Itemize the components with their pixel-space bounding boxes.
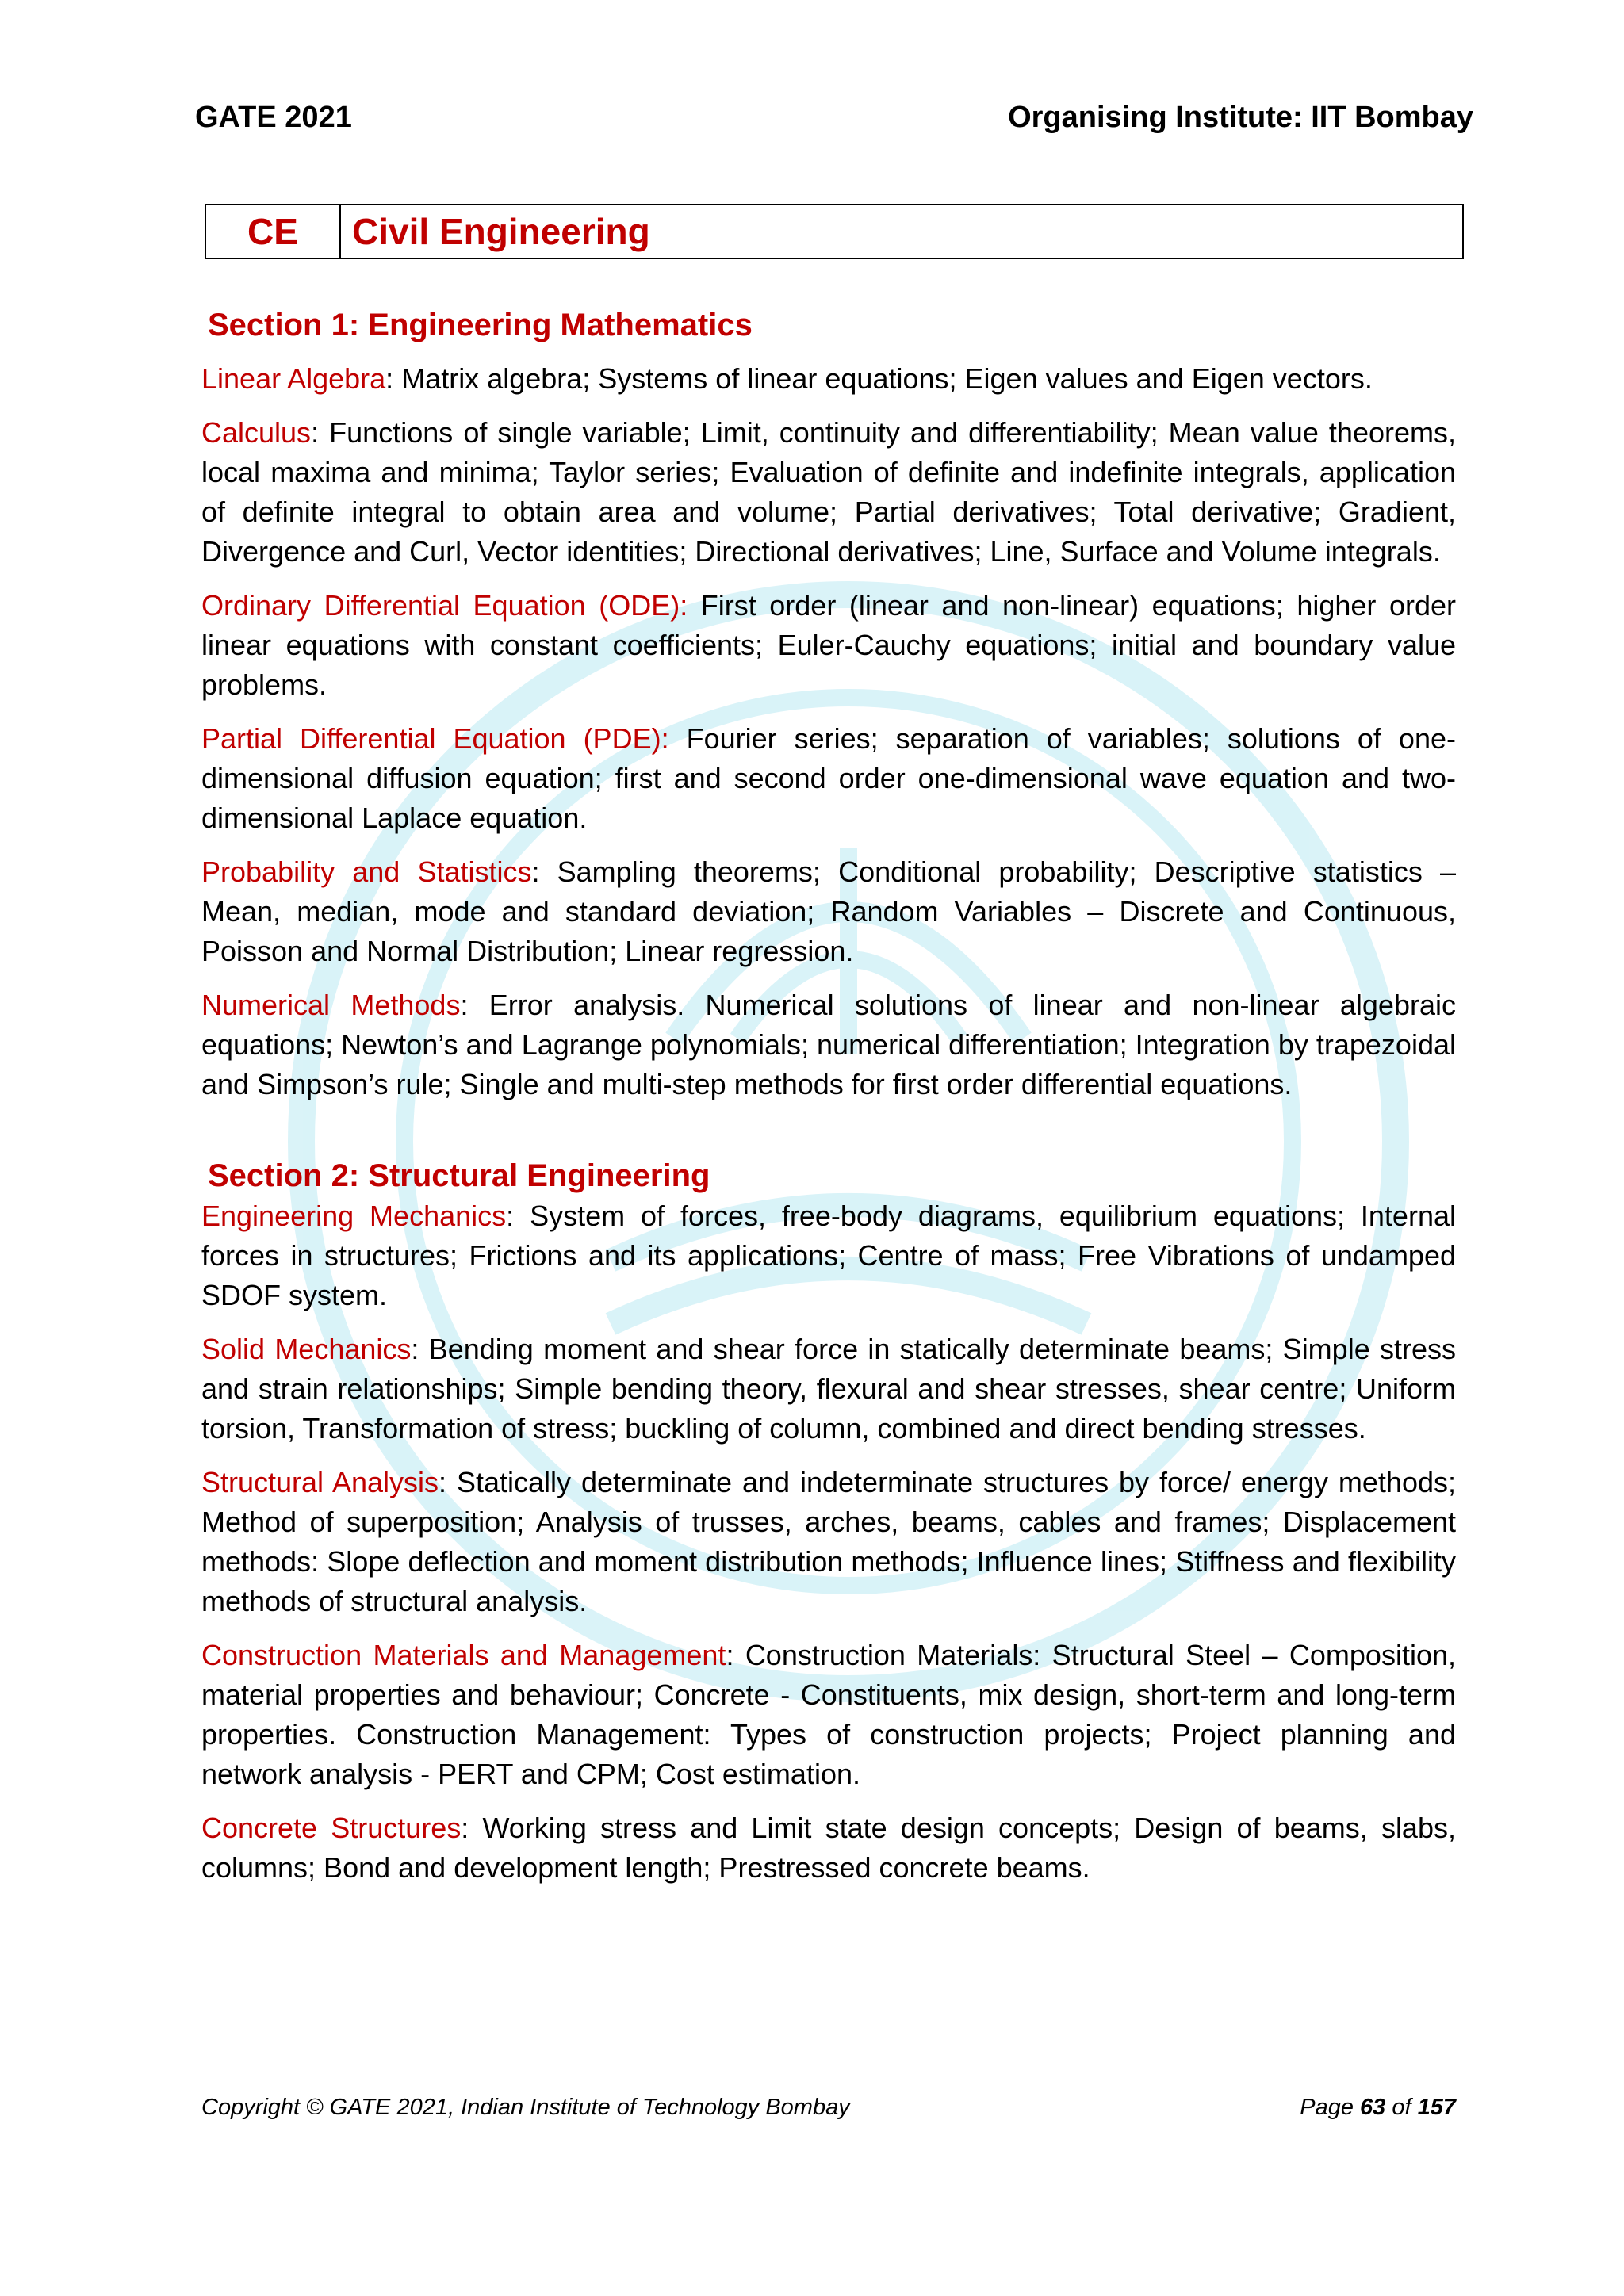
topic-text: Bending moment and shear force in statically determinate beams; Simple stress and strain relationships; Simple bending theory, flexural and shear stresses, shear centre; Uniform torsion, Transformation of stress; buckling of column, combined and direct bending stresses.	[201, 1333, 1456, 1445]
topic-paragraph	[201, 1196, 1456, 1315]
syllabus-content	[201, 306, 1456, 1888]
section-1	[201, 306, 1456, 1104]
topic-paragraph	[201, 719, 1456, 838]
topic-separator: :	[460, 989, 489, 1021]
header-exam: GATE 2021	[195, 101, 352, 134]
page-header	[195, 100, 1473, 135]
topic-separator: :	[726, 1639, 745, 1671]
topic-text: Construction Materials: Structural Steel – Composition, material properties and behaviour; Concrete - Constituents, mix design, short-term and long-term properties. Construction Management: Types of construction projects; Project planning and network analysis - PERT and CPM; Cost estimation.	[201, 1639, 1456, 1790]
paper-name: Civil Engineering	[352, 211, 650, 252]
topic-text: Error analysis. Numerical solutions of linear and non-linear algebraic equations; Newton’s and Lagrange polynomials; numerical differentiation; Integration by trapezoidal and Simpson’s rule; Single and multi-step methods for first order differential equations.	[201, 989, 1456, 1100]
header-institute: Organising Institute: IIT Bombay	[1008, 101, 1473, 134]
topic-separator: :	[439, 1466, 457, 1498]
topic-name: Probability and Statistics	[201, 855, 532, 888]
topic-separator: :	[506, 1200, 530, 1232]
topic-separator	[688, 589, 701, 622]
page-total: 157	[1417, 2095, 1456, 2120]
topic-name: Ordinary Differential Equation (ODE):	[201, 589, 688, 622]
topic-text: System of forces, free-body diagrams, equilibrium equations; Internal forces in structures; Frictions and its applications; Centre of mass; Free Vibrations of undamped SDOF system.	[201, 1200, 1456, 1311]
topic-paragraph	[201, 1636, 1456, 1794]
topic-paragraph	[201, 985, 1456, 1104]
page-footer	[201, 2093, 1456, 2122]
topic-name: Linear Algebra	[201, 362, 386, 395]
topic-separator: :	[411, 1333, 429, 1365]
topic-name: Solid Mechanics	[201, 1333, 412, 1365]
topic-name: Construction Materials and Management	[201, 1639, 726, 1671]
topic-text: Matrix algebra; Systems of linear equations; Eigen values and Eigen vectors.	[401, 362, 1373, 395]
topic-text: First order (linear and non-linear) equations; higher order linear equations with constant coefficients; Euler-Cauchy equations; initial and boundary value problems.	[201, 589, 1456, 701]
topic-name: Structural Analysis	[201, 1466, 439, 1498]
topic-paragraph	[201, 1808, 1456, 1888]
page-number: 63	[1360, 2095, 1386, 2120]
section-heading: Section 2: Structural Engineering	[208, 1158, 710, 1193]
topic-text: Functions of single variable; Limit, continuity and differentiability; Mean value theorems, local maxima and minima; Taylor series; Evaluation of definite and indefinite integrals, application of definite integral to obtain area and volume; Partial derivatives; Total derivative; Gradient, Divergence and Curl, Vector identities; Directional derivatives; Line, Surface and Volume integrals.	[201, 416, 1456, 568]
topic-name: Concrete Structures	[201, 1812, 462, 1844]
topic-separator: :	[461, 1812, 483, 1844]
footer-copyright: Copyright © GATE 2021, Indian Institute of Technology Bombay	[201, 2095, 850, 2120]
topic-separator: :	[385, 362, 402, 395]
topic-separator	[669, 722, 687, 755]
page-counter	[1300, 2093, 1456, 2122]
section-2	[201, 1157, 1456, 1888]
topic-paragraph	[201, 586, 1456, 705]
topic-name: Calculus	[201, 416, 312, 449]
topic-text: Statically determinate and indeterminate structures by force/ energy methods; Method of superposition; Analysis of trusses, arches, beams, cables and frames; Displacement methods: Slope deflection and moment distribution methods; Influence lines; Stiffness and flexibility methods of structural analysis.	[201, 1466, 1456, 1617]
topic-name: Numerical Methods	[201, 989, 461, 1021]
topic-separator: :	[311, 416, 330, 449]
of-word: of	[1392, 2095, 1411, 2120]
topic-paragraph	[201, 359, 1456, 399]
topic-name: Engineering Mechanics	[201, 1200, 507, 1232]
topic-text: Working stress and Limit state design concepts; Design of beams, slabs, columns; Bond and development length; Prestressed concrete beams.	[201, 1812, 1456, 1884]
topic-text: Fourier series; separation of variables; solutions of one-dimensional diffusion equation; first and second order one-dimensional wave equation and two-dimensional Laplace equation.	[201, 722, 1456, 834]
page-word: Page	[1300, 2095, 1354, 2120]
topic-name: Partial Differential Equation (PDE):	[201, 722, 669, 755]
section-heading: Section 1: Engineering Mathematics	[208, 308, 753, 342]
topic-paragraph	[201, 413, 1456, 572]
topic-paragraph	[201, 1463, 1456, 1621]
topic-paragraph	[201, 852, 1456, 971]
topic-paragraph	[201, 1330, 1456, 1448]
topic-text: Sampling theorems; Conditional probability; Descriptive statistics – Mean, median, mode and standard deviation; Random Variables – Discrete and Continuous, Poisson and Normal Distribution; Linear regression.	[201, 855, 1456, 967]
topic-separator: :	[531, 855, 557, 888]
paper-title-box	[205, 204, 1464, 259]
paper-code: CE	[206, 205, 341, 258]
